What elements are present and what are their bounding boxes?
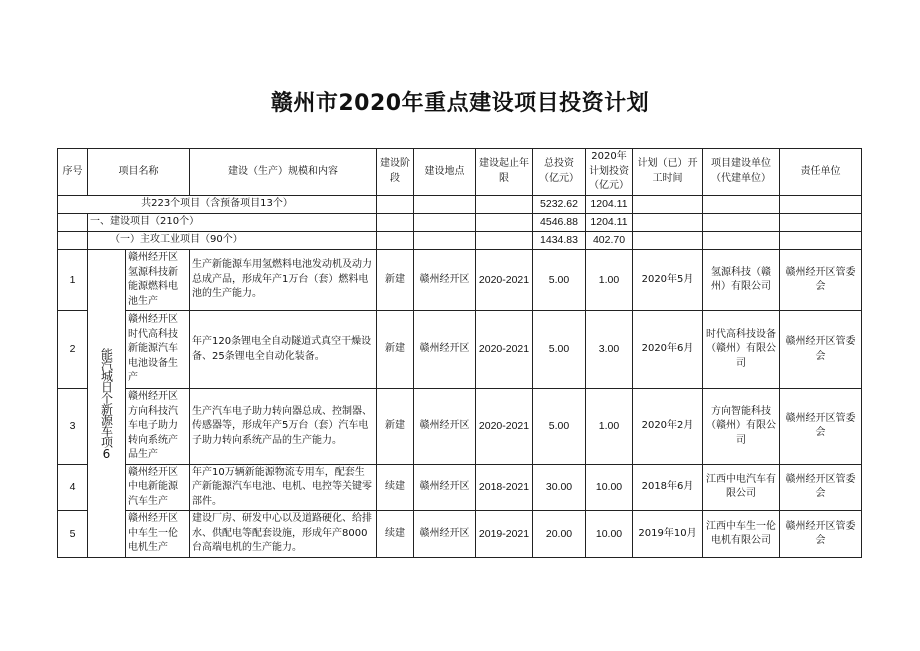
header-plan2020: 2020年计划投资（亿元） (586, 149, 633, 196)
row-period: 2020-2021 (476, 311, 533, 389)
row-unit: 江西中电汽车有限公司 (703, 464, 780, 511)
row-unit: 氢源科技（赣州）有限公司 (703, 250, 780, 311)
header-location: 建设地点 (414, 149, 476, 196)
row-content: 年产10万辆新能源物流专用车，配套生产新能源汽车电池、电机、电控等关键零部件。 (190, 464, 377, 511)
row-name: 赣州经开区中电新能源汽车生产 (126, 464, 190, 511)
row-start: 2020年6月 (633, 311, 703, 389)
summary-total: 5232.62 (533, 195, 586, 213)
summary-row-construction (58, 213, 862, 231)
summary-plan: 1204.11 (586, 213, 633, 231)
row-plan: 10.00 (586, 511, 633, 558)
summary-label: 共223个项目（含预备项目13个） (58, 195, 377, 213)
summary-plan: 1204.11 (586, 195, 633, 213)
row-content: 建设厂房、研发中心以及道路硬化、给排水、供配电等配套设施，形成年产8000台高端电机的生产能力。 (190, 511, 377, 558)
row-period: 2019-2021 (476, 511, 533, 558)
row-seq: 5 (58, 511, 88, 558)
header-resp: 责任单位 (780, 149, 862, 196)
summary-total: 1434.83 (533, 231, 586, 249)
row-plan: 3.00 (586, 311, 633, 389)
row-period: 2020-2021 (476, 250, 533, 311)
row-unit: 江西中车生一伦电机有限公司 (703, 511, 780, 558)
row-start: 2020年2月 (633, 389, 703, 465)
header-period: 建设起止年限 (476, 149, 533, 196)
row-total: 5.00 (533, 389, 586, 465)
table-row (58, 464, 862, 511)
row-total: 5.00 (533, 250, 586, 311)
row-stage: 新建 (377, 250, 414, 311)
row-location: 赣州经开区 (414, 464, 476, 511)
row-plan: 10.00 (586, 464, 633, 511)
summary-plan: 402.70 (586, 231, 633, 249)
summary-label: （一）主攻工业项目（90个） (88, 231, 377, 249)
row-total: 30.00 (533, 464, 586, 511)
row-name: 赣州经开区时代高科技新能源汽车电池设备生产 (126, 311, 190, 389)
summary-row-industry (58, 231, 862, 249)
row-resp: 赣州经开区管委会 (780, 389, 862, 465)
row-location: 赣州经开区 (414, 311, 476, 389)
table-row (58, 389, 862, 465)
header-unit: 项目建设单位（代建单位） (703, 149, 780, 196)
row-resp: 赣州经开区管委会 (780, 250, 862, 311)
header-stage: 建设阶段 (377, 149, 414, 196)
row-location: 赣州经开区 (414, 511, 476, 558)
row-stage: 新建 (377, 389, 414, 465)
row-content: 年产120条锂电全自动隧道式真空干燥设备、25条锂电全自动化装备。 (190, 311, 377, 389)
row-unit: 方向智能科技（赣州）有限公司 (703, 389, 780, 465)
row-location: 赣州经开区 (414, 389, 476, 465)
row-total: 20.00 (533, 511, 586, 558)
row-seq: 4 (58, 464, 88, 511)
row-stage: 新建 (377, 311, 414, 389)
group-label-cell (88, 250, 126, 558)
row-seq: 2 (58, 311, 88, 389)
row-stage: 续建 (377, 511, 414, 558)
row-name: 赣州经开区中车生一伦电机生产 (126, 511, 190, 558)
table-row (58, 311, 862, 389)
row-seq: 3 (58, 389, 88, 465)
row-plan: 1.00 (586, 250, 633, 311)
row-location: 赣州经开区 (414, 250, 476, 311)
row-start: 2018年6月 (633, 464, 703, 511)
header-total: 总投资（亿元） (533, 149, 586, 196)
header-content: 建设（生产）规模和内容 (190, 149, 377, 196)
header-seq: 序号 (58, 149, 88, 196)
table-row (58, 511, 862, 558)
row-content: 生产新能源车用氢燃料电池发动机及动力总成产品，形成年产1万台（套）燃料电池的生产能力。 (190, 250, 377, 311)
row-resp: 赣州经开区管委会 (780, 311, 862, 389)
header-start: 计划（已）开工时间 (633, 149, 703, 196)
row-resp: 赣州经开区管委会 (780, 511, 862, 558)
row-period: 2018-2021 (476, 464, 533, 511)
row-name: 赣州经开区方向科技汽车电子助力转向系统产品生产 (126, 389, 190, 465)
row-start: 2019年10月 (633, 511, 703, 558)
group-label: 能汽城日个新源车项6 (99, 347, 114, 460)
row-plan: 1.00 (586, 389, 633, 465)
row-name: 赣州经开区氢源科技新能源燃料电池生产 (126, 250, 190, 311)
row-resp: 赣州经开区管委会 (780, 464, 862, 511)
row-unit: 时代高科技设备（赣州）有限公司 (703, 311, 780, 389)
row-content: 生产汽车电子助力转向器总成、控制器、传感器等，形成年产5万台（套）汽车电子助力转向系统产品的生产能力。 (190, 389, 377, 465)
row-period: 2020-2021 (476, 389, 533, 465)
summary-label: 一、建设项目（210个） (88, 213, 377, 231)
row-seq: 1 (58, 250, 88, 311)
header-name: 项目名称 (88, 149, 190, 196)
table-row (58, 250, 862, 311)
page-title: 赣州市2020年重点建设项目投资计划 (270, 91, 650, 116)
investment-plan-table (57, 148, 862, 558)
row-total: 5.00 (533, 311, 586, 389)
row-stage: 续建 (377, 464, 414, 511)
summary-row-total (58, 195, 862, 213)
row-start: 2020年5月 (633, 250, 703, 311)
summary-total: 4546.88 (533, 213, 586, 231)
header-row (58, 149, 862, 196)
